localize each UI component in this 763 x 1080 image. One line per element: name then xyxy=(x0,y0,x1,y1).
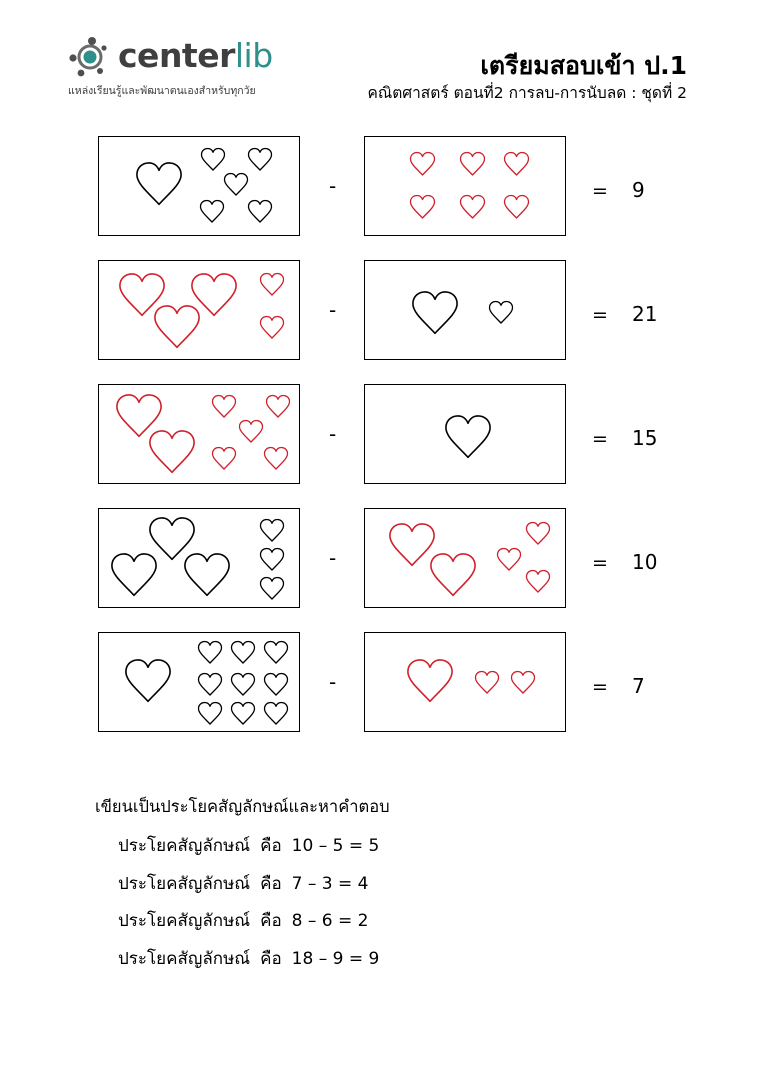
symbol-sentence-1 xyxy=(118,832,379,859)
sentence-expression: 18 – 9 = 9 xyxy=(291,949,380,969)
problem-row-3 xyxy=(0,384,763,488)
symbol-sentence-4 xyxy=(118,945,379,972)
problem-row-4 xyxy=(0,508,763,612)
left-picture-box xyxy=(98,384,300,484)
small-heart-icon xyxy=(411,153,435,176)
small-heart-icon xyxy=(232,703,255,725)
big-heart-icon xyxy=(446,416,490,457)
hearts-picture xyxy=(365,261,567,361)
big-heart-icon xyxy=(117,395,161,436)
equals-sign: = xyxy=(592,304,608,326)
instruction-text: เขียนเป็นประโยคสัญลักษณ์และหาคำตอบ xyxy=(95,797,390,816)
small-heart-icon xyxy=(461,153,485,176)
left-picture-box xyxy=(98,508,300,608)
answer-value: 21 xyxy=(632,302,658,326)
small-heart-icon xyxy=(232,674,255,696)
small-heart-icon xyxy=(512,672,535,694)
hearts-picture xyxy=(365,633,567,733)
small-heart-icon xyxy=(202,149,225,171)
small-heart-icon xyxy=(476,672,499,694)
right-picture-box xyxy=(364,384,566,484)
problem-row-5 xyxy=(0,632,763,736)
sentence-label: ประโยคสัญลักษณ์ xyxy=(118,874,251,894)
small-heart-icon xyxy=(261,520,284,542)
small-heart-icon xyxy=(527,571,550,593)
small-heart-icon xyxy=(199,703,222,725)
logo-tagline: แหล่งเรียนรู้และพัฒนาตนเองสำหรับทุกวัย xyxy=(68,85,256,97)
big-heart-icon xyxy=(390,524,434,565)
logo-word-main: center xyxy=(118,36,235,75)
small-heart-icon xyxy=(267,396,290,418)
molecule-logo-icon xyxy=(66,36,116,82)
sentence-expression: 10 – 5 = 5 xyxy=(291,836,380,856)
equals-sign: = xyxy=(592,428,608,450)
sentence-is-word: คือ xyxy=(260,949,282,969)
small-heart-icon xyxy=(461,196,485,219)
small-heart-icon xyxy=(261,274,284,296)
right-picture-box xyxy=(364,136,566,236)
small-heart-icon xyxy=(527,523,550,545)
small-heart-icon xyxy=(505,196,529,219)
small-heart-icon xyxy=(213,396,236,418)
equals-sign: = xyxy=(592,180,608,202)
sentence-label: ประโยคสัญลักษณ์ xyxy=(118,911,251,931)
small-heart-icon xyxy=(261,578,284,600)
answer-value: 9 xyxy=(632,178,645,202)
small-heart-icon xyxy=(213,448,236,470)
right-picture-box xyxy=(364,508,566,608)
hearts-picture xyxy=(99,633,301,733)
minus-sign: - xyxy=(329,174,337,198)
small-heart-icon xyxy=(199,674,222,696)
big-heart-icon xyxy=(192,274,236,315)
problem-row-1 xyxy=(0,136,763,240)
hearts-picture xyxy=(99,261,301,361)
big-heart-icon xyxy=(137,163,181,204)
big-heart-icon xyxy=(155,306,199,347)
small-heart-icon xyxy=(249,149,272,171)
symbol-sentence-2 xyxy=(118,870,368,897)
right-picture-box xyxy=(364,260,566,360)
big-heart-icon xyxy=(126,660,170,701)
left-picture-box xyxy=(98,260,300,360)
small-heart-icon xyxy=(498,549,521,571)
page-subtitle: คณิตศาสตร์ ตอนที่2 การลบ-การนับลด : ชุดที่ 2 xyxy=(367,84,687,102)
answer-value: 15 xyxy=(632,426,658,450)
hearts-picture xyxy=(365,137,567,237)
big-heart-icon xyxy=(413,292,457,333)
small-heart-icon xyxy=(265,703,288,725)
logo-wordmark xyxy=(118,36,273,76)
small-heart-icon xyxy=(201,201,224,223)
small-heart-icon xyxy=(261,317,284,339)
small-heart-icon xyxy=(411,196,435,219)
problem-row-2 xyxy=(0,260,763,364)
page-title: เตรียมสอบเข้า ป.1 xyxy=(480,51,687,80)
small-heart-icon xyxy=(225,174,248,196)
sentence-is-word: คือ xyxy=(260,874,282,894)
big-heart-icon xyxy=(431,554,475,595)
minus-sign: - xyxy=(329,546,337,570)
sentence-is-word: คือ xyxy=(260,836,282,856)
hearts-picture xyxy=(365,385,567,485)
small-heart-icon xyxy=(232,642,255,664)
equals-sign: = xyxy=(592,552,608,574)
equals-sign: = xyxy=(592,676,608,698)
answer-value: 7 xyxy=(632,674,645,698)
hearts-picture xyxy=(99,385,301,485)
small-heart-icon xyxy=(249,201,272,223)
sentence-label: ประโยคสัญลักษณ์ xyxy=(118,949,251,969)
hearts-picture xyxy=(365,509,567,609)
answer-value: 10 xyxy=(632,550,658,574)
small-heart-icon xyxy=(265,642,288,664)
minus-sign: - xyxy=(329,670,337,694)
logo-word-accent: lib xyxy=(234,36,273,75)
right-picture-box xyxy=(364,632,566,732)
sentence-expression: 7 – 3 = 4 xyxy=(291,874,369,894)
small-heart-icon xyxy=(199,642,222,664)
big-heart-icon xyxy=(112,554,156,595)
small-heart-icon xyxy=(261,549,284,571)
small-heart-icon xyxy=(265,448,288,470)
symbol-sentence-3 xyxy=(118,907,368,934)
hearts-picture xyxy=(99,509,301,609)
small-heart-icon xyxy=(265,674,288,696)
small-heart-icon xyxy=(490,302,513,324)
minus-sign: - xyxy=(329,422,337,446)
big-heart-icon xyxy=(150,518,194,559)
sentence-is-word: คือ xyxy=(260,911,282,931)
small-heart-icon xyxy=(240,421,263,443)
centerlib-logo xyxy=(66,36,296,98)
left-picture-box xyxy=(98,136,300,236)
big-heart-icon xyxy=(150,431,194,472)
left-picture-box xyxy=(98,632,300,732)
sentence-label: ประโยคสัญลักษณ์ xyxy=(118,836,251,856)
small-heart-icon xyxy=(505,153,529,176)
sentence-expression: 8 – 6 = 2 xyxy=(291,911,369,931)
big-heart-icon xyxy=(408,660,452,701)
minus-sign: - xyxy=(329,298,337,322)
big-heart-icon xyxy=(185,554,229,595)
hearts-picture xyxy=(99,137,301,237)
